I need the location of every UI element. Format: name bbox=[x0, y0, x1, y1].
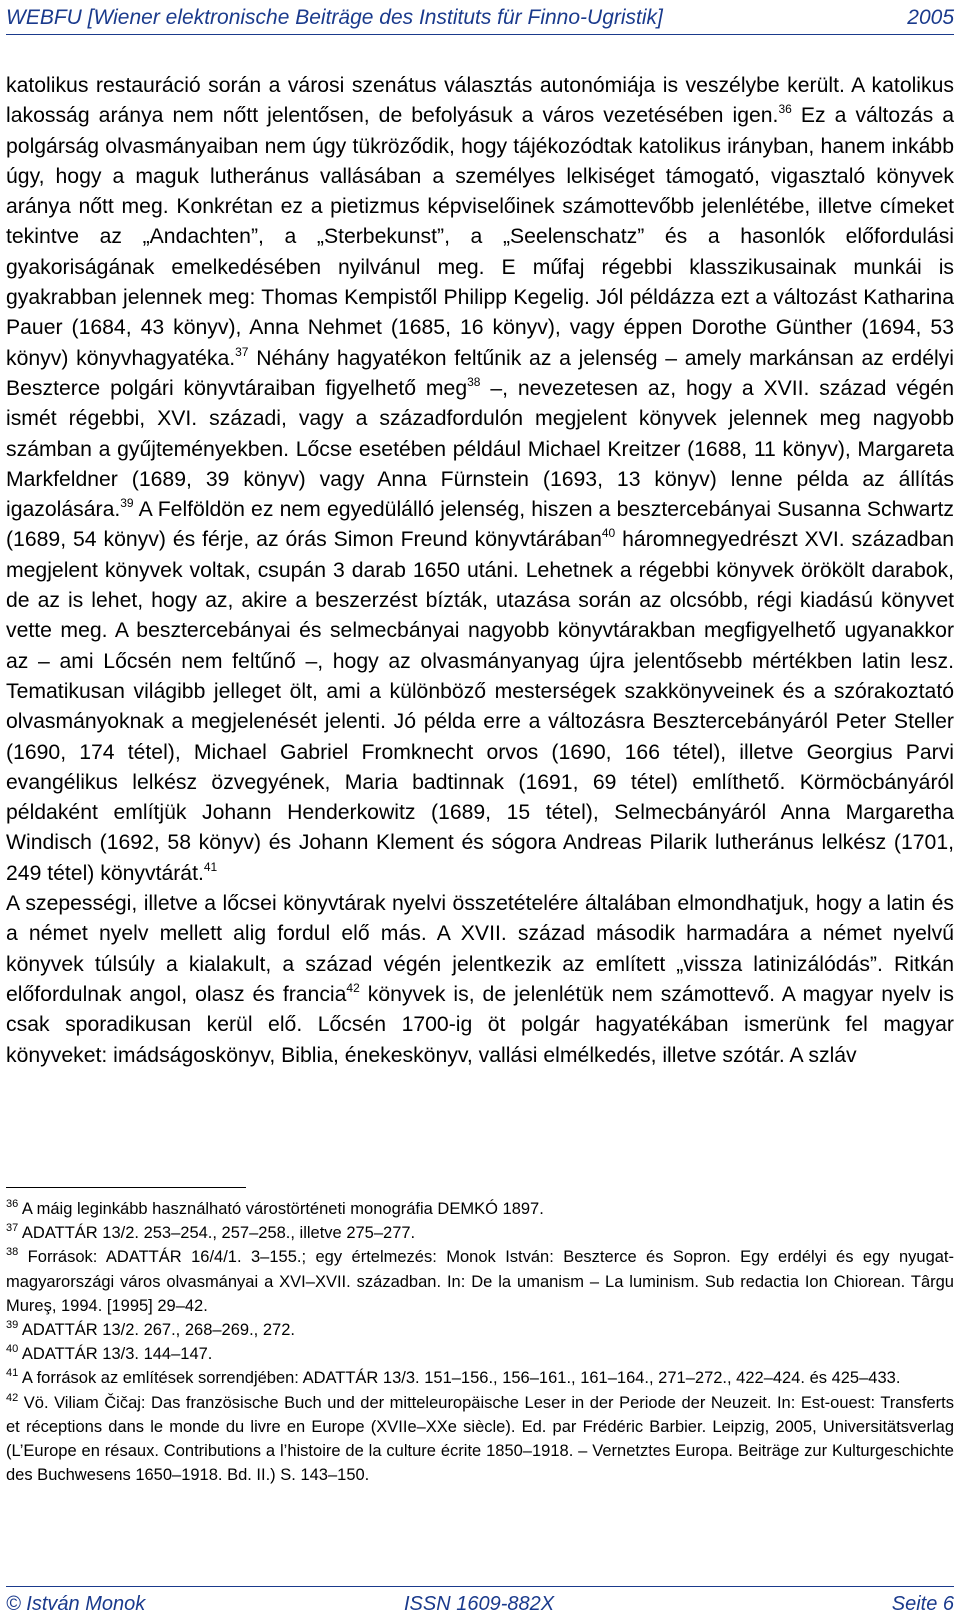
footnote-separator bbox=[6, 1187, 246, 1188]
footnote-text: ADATTÁR 13/3. 144–147. bbox=[18, 1345, 213, 1364]
footnote-ref[interactable]: 36 bbox=[778, 102, 792, 117]
footnote-number: 38 bbox=[6, 1246, 19, 1259]
footnote-ref[interactable]: 37 bbox=[235, 344, 249, 359]
footnote-text: ADATTÁR 13/2. 253–254., 257–258., illetve 275–277. bbox=[18, 1224, 416, 1243]
footnote-number: 42 bbox=[6, 1391, 19, 1404]
paragraph-1 bbox=[6, 71, 954, 889]
footnote bbox=[6, 1221, 954, 1245]
footnotes bbox=[6, 1197, 954, 1487]
footnote bbox=[6, 1245, 954, 1318]
footnote-number: 39 bbox=[6, 1319, 19, 1332]
footnote-text: A források az említések sorrendjében: ADATTÁR 13/3. 151–156., 156–161., 161–164., 271–272., 422–424. és 425–433. bbox=[18, 1369, 901, 1388]
text-run: könyvek is, de jelenlétük nem számottevő. A magyar nyelv is csak sporadikusan kerül elő. Lőcsén 1700-ig öt polgár hagyatékában ismerünk fel magyar könyveket: imádságoskönyv, Biblia, énekeskönyv, vallási elmélkedés, illetve szótár. A szláv bbox=[6, 982, 954, 1067]
text-run: Néhány hagyatékon feltűnik az a jelenség – amely markánsan az erdélyi Beszterce polgári könyvtáraiban figyelhető meg bbox=[6, 346, 954, 400]
paragraph-2 bbox=[6, 889, 954, 1071]
footnote-text: Vö. Viliam Čičaj: Das französische Buch und der mitteleuropäische Leser in der Periode der Neuzeit. In: Est-ouest: Transferts et réceptions dans le monde du livre en Europe (XVIIe–XXe siècle). Ed. par Frédéric Barbier. Leipzig, 2005, Universitätsverlag (L’Europe en résaux. Contributions a l’histoire de la culture écrite 1850–1918. – Vernetztes Europa. Beiträge zur Kulturgeschichte des Buchwesens 1650–1918. Bd. II.) S. 143–150. bbox=[6, 1393, 954, 1485]
text-run: A Felföldön ez nem egyedülálló jelenség, hiszen a besztercebányai Susanna Schwartz (1689, 54 könyv) és férje, az órás Simon Freund könyvtárában bbox=[6, 498, 954, 552]
footnote-number: 41 bbox=[6, 1367, 19, 1380]
header-year: 2005 bbox=[907, 6, 954, 29]
footnote-ref[interactable]: 39 bbox=[120, 496, 134, 511]
footnote bbox=[6, 1318, 954, 1342]
footnote bbox=[6, 1342, 954, 1366]
footnote-ref[interactable]: 40 bbox=[601, 526, 616, 541]
footnote-number: 37 bbox=[6, 1222, 19, 1235]
footnote-ref[interactable]: 41 bbox=[203, 859, 218, 874]
text-run: Ez a változás a polgárság olvasmányaiban nem úgy tükröződik, hogy tájékozódtak katolikus irányban, hanem inkább úgy, hogy a maguk lutheránus vallásában a személyes lelkiséget támogató, vigasztaló könyvek aránya nőtt meg. Konkrétan ez a pietizmus képviselőinek számottevőbb jelenlétébe, illetve címeket tekintve az „Andachten”, a „Sterbekunst”, a „Seelenschatz” és a hasonlók előfordulási gyakoriságának emelkedésében nyilvánul meg. E műfaj régebbi klasszikusainak munkái is gyakrabban jelennek meg: Thomas Kempistől Philipp Kegelig. Jól példázza ezt a változást Katharina Pauer (1684, 43 könyv), Anna Nehmet (1685, 16 könyv), vagy éppen Dorothe Günther (1694, 53 könyv) könyvhagyatéka. bbox=[6, 104, 954, 370]
text-run: –, nevezetesen az, hogy a XVII. század végén ismét régebbi, XVI. századi, vagy a századfordulón megjelent könyvek jelennek meg nagyobb számban a gyűjteményekben. Lőcse esetében például Michael Kreitzer (1688, 11 könyv), Margareta Markfeldner (1689, 39 könyv) vagy Anna Fürnstein (1693, 13 könyv) lenne példa az állítás igazolására. bbox=[6, 376, 954, 522]
author-copyright: © István Monok bbox=[6, 1593, 146, 1615]
footnote-ref[interactable]: 38 bbox=[467, 374, 481, 389]
footnote-text: Források: ADATTÁR 16/4/1. 3–155.; egy értelmezés: Monok István: Beszterce és Sopron. Egy erdélyi és egy nyugat-magyarországi város olvasmányai a XVI–XVII. században. In: De la umanism – La luminism. Sub redactia Ion Chiorean. Târgu Mureş, 1994. [1995] 29–42. bbox=[6, 1248, 954, 1315]
footnote-number: 36 bbox=[6, 1198, 19, 1210]
footnote-number: 40 bbox=[6, 1343, 19, 1356]
text-run: A szepességi, illetve a lőcsei könyvtárak nyelvi összetételére általában elmondhatjuk, hogy a latin és a német nyelv mellett alig fordul elő más. A XVII. század második harmadára a német nyelvű könyvek túlsúly a kialakult, a század végén jelentkezik az említett „vissza latinizálódás”. Ritkán előfordulnak angol, olasz és francia bbox=[6, 892, 954, 1006]
page-number: Seite 6 bbox=[891, 1593, 954, 1615]
page-header bbox=[6, 4, 954, 35]
footnote bbox=[6, 1391, 954, 1488]
journal-title: WEBFU [Wiener elektronische Beiträge des Instituts für Finno-Ugristik] bbox=[6, 6, 663, 29]
issn: ISSN 1609-882X bbox=[404, 1593, 555, 1615]
footnote-ref[interactable]: 42 bbox=[346, 980, 360, 995]
page-footer bbox=[6, 1586, 954, 1621]
footnote-text: A máig leginkább használható várostörténeti monográfia DEMKÓ 1897. bbox=[18, 1200, 544, 1218]
text-run: háromnegyedrészt XVI. században megjelent könyvek voltak, csupán 3 darab 1650 utáni. Lehetnek a régebbi könyvek örökölt darabok, de az is lehet, hogy az, akire a beszerzést bízták, utazása során az olcsóbb, régi kiadású könyvet vette meg. A besztercebányai és selmecbányai nagyobb könyvtárakban megfigyelhető ugyanakkor az – ami Lőcsén nem feltűnő –, hogy az olvasmányanyag újra jelentősebb mértékben latin lesz. Tematikusan világibb jelleget ölt, ami a különböző mesterségek szakkönyveinek és a szórakoztató olvasmányoknak a megjelenését jelenti. Jó példa erre a változásra Besztercebányáról Peter Steller (1690, 174 tétel), Michael Gabriel Fromknecht orvos (1690, 166 tétel), illetve Georgius Parvi evangélikus lelkész özvegyének, Maria badtinnak (1691, 69 tétel) említhető. Körmöcbányáról példaként említjük Johann Henderkowitz (1689, 15 tétel), Selmecbányáról Anna Margaretha Windisch (1692, 58 könyv) és Johann Klement és sógora Andreas Pilarik lutheránus lelkész (1701, 249 tétel) könyvtárát. bbox=[6, 528, 954, 885]
footnote-text: ADATTÁR 13/2. 267., 268–269., 272. bbox=[18, 1321, 295, 1340]
footnote bbox=[6, 1197, 954, 1221]
body-text bbox=[6, 71, 954, 1071]
text-run: katolikus restauráció során a városi szenátus választás autonómiája is veszélybe került. A katolikus lakosság aránya nem nőtt jelentősen, de befolyásuk a város vezetésében igen. bbox=[6, 74, 954, 128]
footnote bbox=[6, 1366, 954, 1390]
